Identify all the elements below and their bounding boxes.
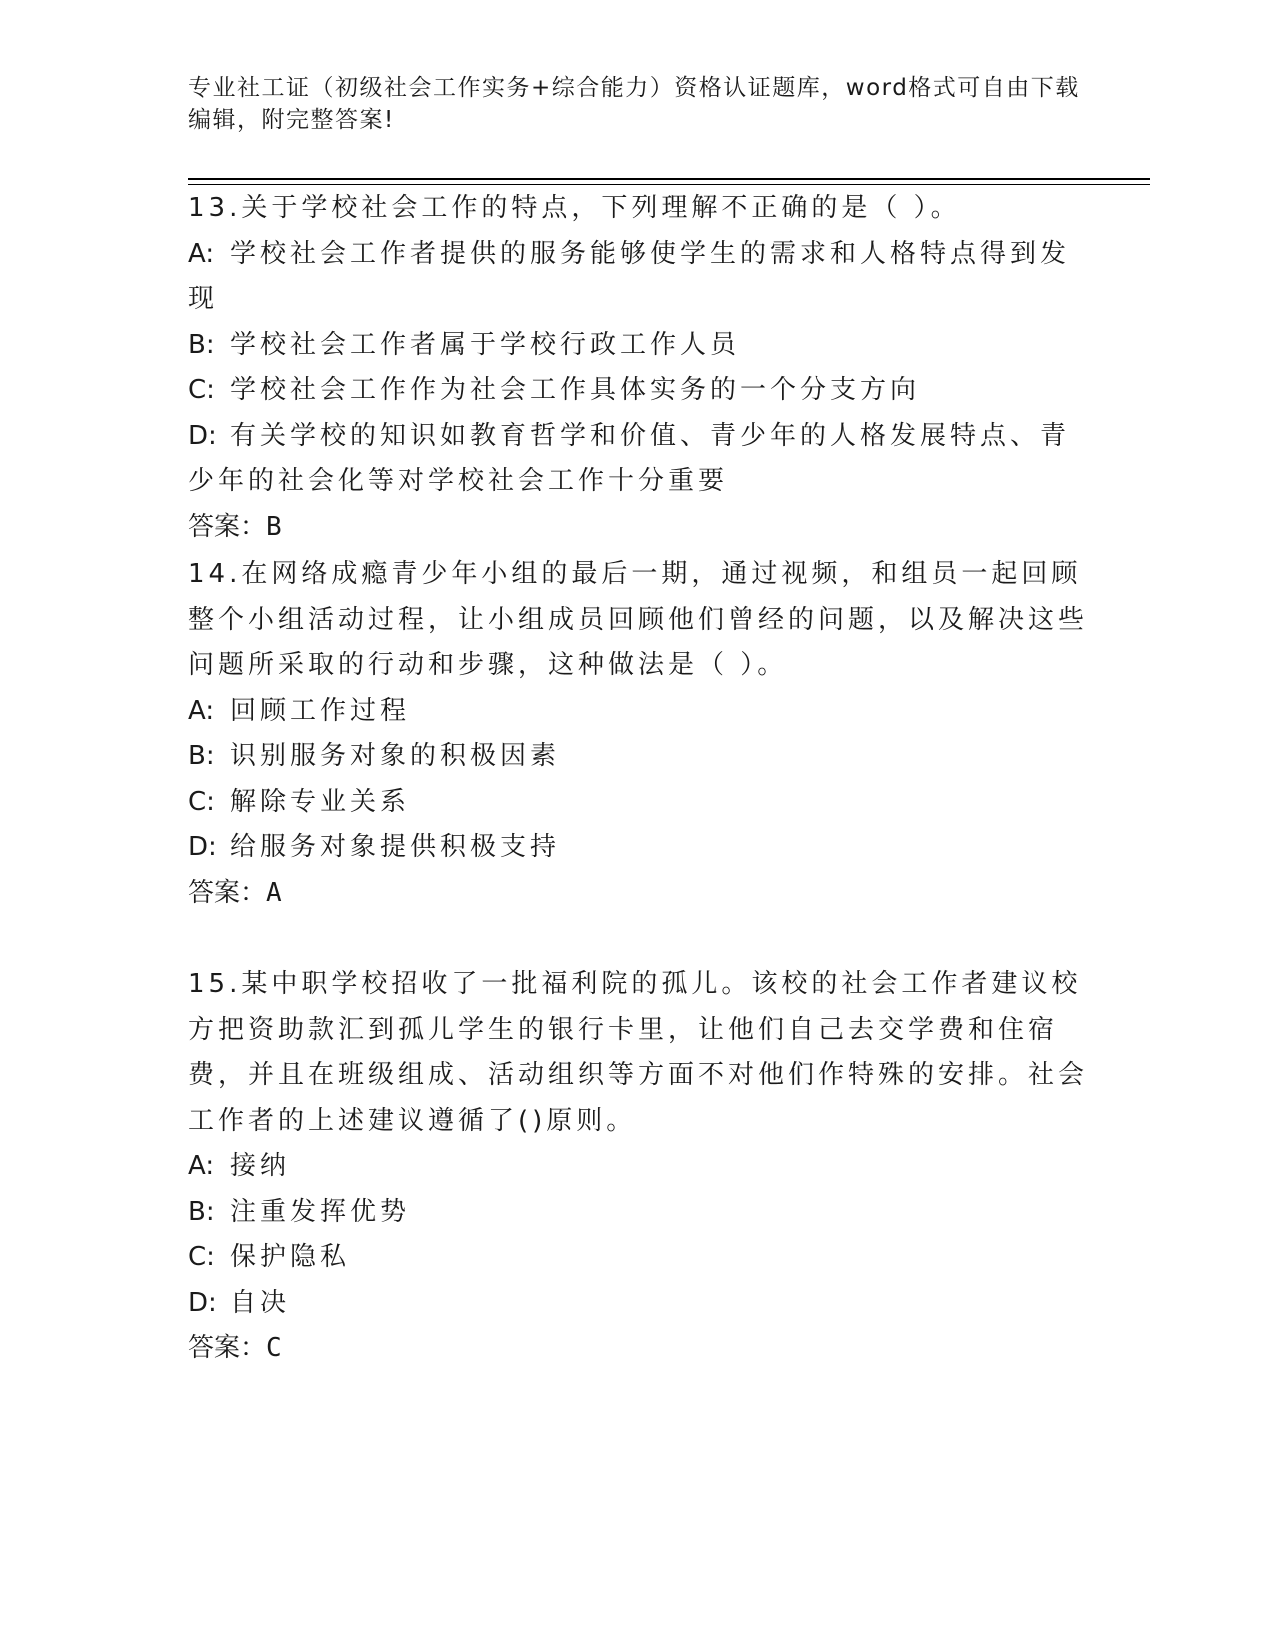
option-a: [188, 1144, 1088, 1190]
option-c: [188, 368, 1088, 414]
option-d: [188, 825, 1088, 871]
option-label: D:: [188, 1287, 217, 1318]
option-label: A:: [188, 1151, 215, 1181]
option-d: [188, 1281, 1088, 1327]
option-text: 学校社会工作者属于学校行政工作人员: [230, 329, 741, 360]
option-b: [188, 1190, 1088, 1236]
header-line-1: 专业社工证（初级社会工作实务+综合能力）资格认证题库，word格式可自由下载: [188, 75, 1080, 101]
option-text: 接纳: [230, 1151, 291, 1181]
option-text: 解除专业关系: [230, 786, 411, 817]
answer: 答案：A: [188, 877, 282, 908]
option-label: B:: [188, 1196, 215, 1227]
option-label: B:: [188, 329, 215, 360]
option-text: 回顾工作过程: [230, 695, 411, 726]
header-line-2: 编辑，附完整答案!: [188, 107, 395, 133]
option-label: D:: [188, 832, 217, 862]
option-label: D:: [188, 420, 217, 451]
option-text: 学校社会工作作为社会工作具体实务的一个分支方向: [230, 375, 921, 405]
option-text: 学校社会工作者提供的服务能够使学生的需求和人格特点得到发现: [188, 238, 1071, 314]
option-text: 有关学校的知识如教育哲学和价值、青少年的人格发展特点、青少年的社会化等对学校社会工作十分重要: [188, 420, 1071, 496]
option-text: 给服务对象提供积极支持: [230, 832, 561, 862]
option-text: 识别服务对象的积极因素: [230, 741, 561, 771]
option-label: B:: [188, 741, 215, 771]
question-stem: 13.关于学校社会工作的特点，下列理解不正确的是（ ）。: [188, 193, 961, 223]
document-header: [188, 72, 1088, 136]
option-label: A:: [188, 238, 215, 269]
option-c: [188, 1235, 1088, 1281]
option-label: C:: [188, 375, 215, 405]
question-14: [188, 552, 1088, 916]
option-d: [188, 414, 1088, 505]
option-c: [188, 780, 1088, 826]
option-a: [188, 232, 1088, 323]
option-label: C:: [188, 1242, 215, 1272]
header-divider-thin: [188, 184, 1150, 185]
answer: 答案：C: [188, 1333, 282, 1363]
option-label: A:: [188, 695, 215, 726]
option-label: C:: [188, 786, 215, 817]
option-a: [188, 689, 1088, 735]
option-text: 注重发挥优势: [230, 1196, 411, 1227]
option-text: 保护隐私: [230, 1242, 351, 1272]
question-13: [188, 186, 1088, 550]
question-stem: 15.某中职学校招收了一批福利院的孤儿。该校的社会工作者建议校方把资助款汇到孤儿学生的银行卡里，让他们自己去交学费和住宿费，并且在班级组成、活动组织等方面不对他们作特殊的安排。社会工作者的上述建议遵循了()原则。: [188, 969, 1089, 1136]
answer: 答案：B: [188, 511, 282, 542]
option-b: [188, 734, 1088, 780]
header-divider-thick: [188, 178, 1150, 180]
option-b: [188, 323, 1088, 369]
question-15: [188, 962, 1088, 1372]
option-text: 自决: [230, 1287, 291, 1318]
question-stem: 14.在网络成瘾青少年小组的最后一期，通过视频，和组员一起回顾整个小组活动过程，让小组成员回顾他们曾经的问题，以及解决这些问题所采取的行动和步骤，这种做法是（ ）。: [188, 559, 1089, 680]
